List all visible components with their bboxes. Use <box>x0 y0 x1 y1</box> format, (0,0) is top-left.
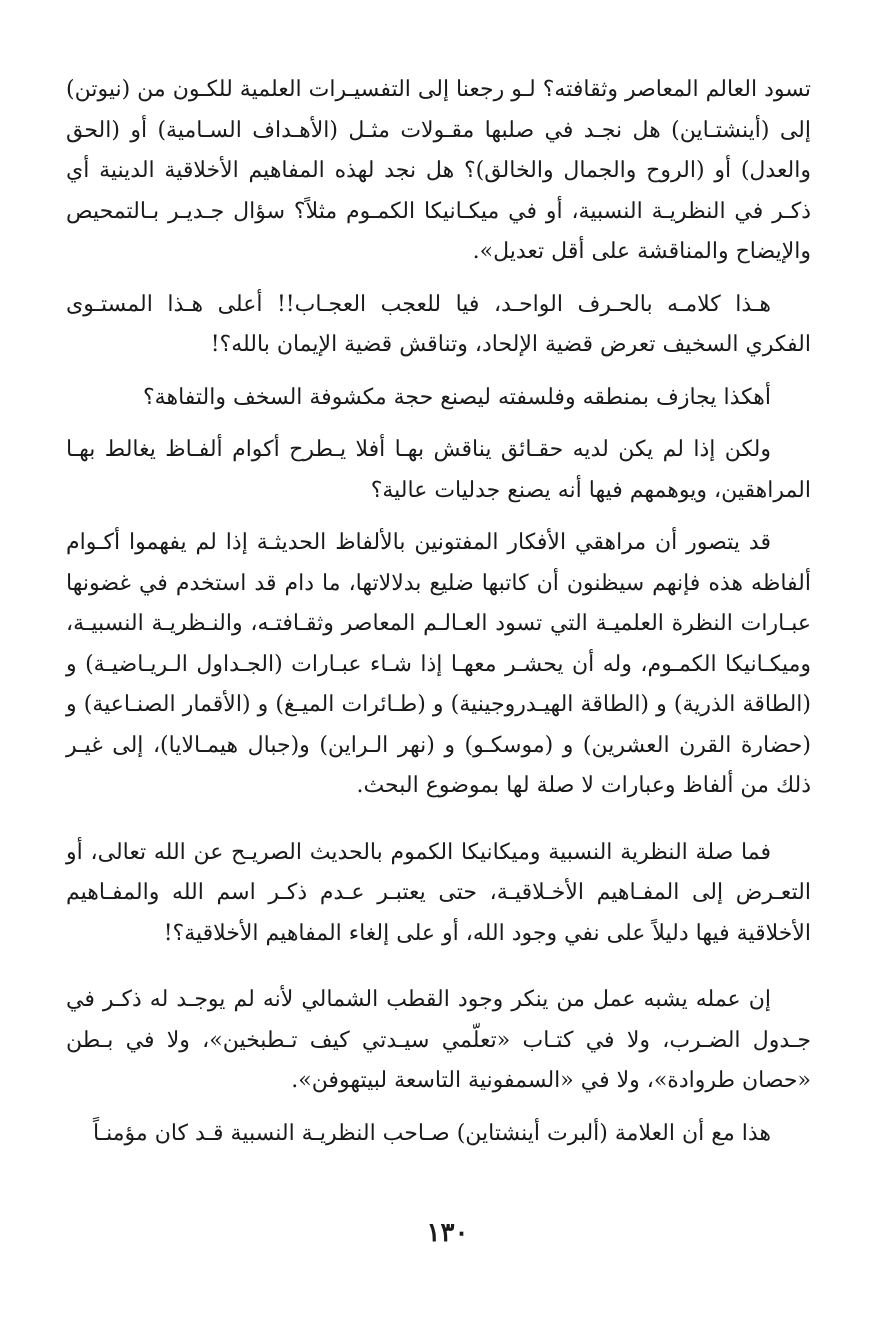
paragraph-2: هـذا كلامـه بالحـرف الواحـد، فيا للعجب العجـاب!! أعلى هـذا المستـوى الفكري السخيف تعرض قضية الإلحاد، وتناقش قضية الإيمان بالله؟! <box>66 291 811 357</box>
page-number: ١٣٠ <box>426 1218 469 1248</box>
paragraph-5: قد يتصور أن مراهقي الأفكار المفتونين بالألفاظ الحديثـة إذا لم يفهموا أكـوام ألفاظه هذه فإنهم سيظنون أن كاتبها ضليع بدلالاتها، ما دام قد استخدم في غضونها عبـارات النظرة العلميـة التي تسود العـالـم المعاصر وثقـافتـه، والنـظريـة النسبيـة، وميكـانيكا الكمـوم، وله أن يحشـر معهـا إذا شـاء عبـارات (الجـداول الـريـاضيـة) و (الطاقة الذرية) و (الطاقة الهيـدروجينية) و (طـائرات الميـغ) و (الأقمار الصنـاعية) و (حضارة القرن العشرين) و (موسكـو) و (نهر الـراين) و(جبال هيمـالايا)، إلى غيـر ذلك من ألفاظ وعبارات لا صلة لها بموضوع البحث. <box>66 530 811 798</box>
paragraph-4: ولكن إذا لم يكن لديه حقـائق يناقش بهـا أفلا يـطرح أكوام ألفـاظ يغالط بهـا المراهقين، ويوهمهم فيها أنه يصنع جدليات عالية؟ <box>66 437 811 503</box>
paragraph-6: فما صلة النظرية النسبية وميكانيكا الكموم بالحديث الصريـح عن الله تعالى، أو التعـرض إلى المفـاهيم الأخـلاقيـة، حتى يعتبـر عـدم ذكـر اسم الله والمفـاهيم الأخلاقية فيها دليلاً على نفي وجود الله، أو على إلغاء المفاهيم الأخلاقية؟! <box>66 839 811 946</box>
paragraph-1: تسود العالم المعاصر وثقافته؟ لـو رجعنا إلى التفسيـرات العلمية للكـون من (نيوتن) إلى (أينشتـاين) هل نجـد في صلبها مقـولات مثـل (الأهـداف السـامية) أو (الحق والعدل) أو (الروح والجمال والخالق)؟ هل نجد لهذه المفاهيم الأخلاقية الدينية أي ذكـر في النظريـة النسبية، أو في ميكـانيكا الكمـوم مثلاً؟ سؤال جـديـر بـالتمحيص والإيضاح والمناقشة على أقل تعديل». <box>66 77 811 264</box>
page-body <box>66 70 811 1154</box>
paragraph-7: إن عمله يشبه عمل من ينكر وجود القطب الشمالي لأنه لم يوجـد له ذكـر في جـدول الضـرب، ولا في كتـاب «تعلّمي سيـدتي كيف تـطبخين»، ولا في بـطن «حصان طروادة»، ولا في «السمفونية التاسعة لبيتهوفن». <box>66 987 811 1093</box>
paragraph-8: هذا مع أن العلامة (ألبرت أينشتاين) صـاحب النظريـة النسبية قـد كان مؤمنـاً <box>92 1120 771 1146</box>
paragraph-3: أهكذا يجازف بمنطقه وفلسفته ليصنع حجة مكشوفة السخف والتفاهة؟ <box>143 384 771 410</box>
